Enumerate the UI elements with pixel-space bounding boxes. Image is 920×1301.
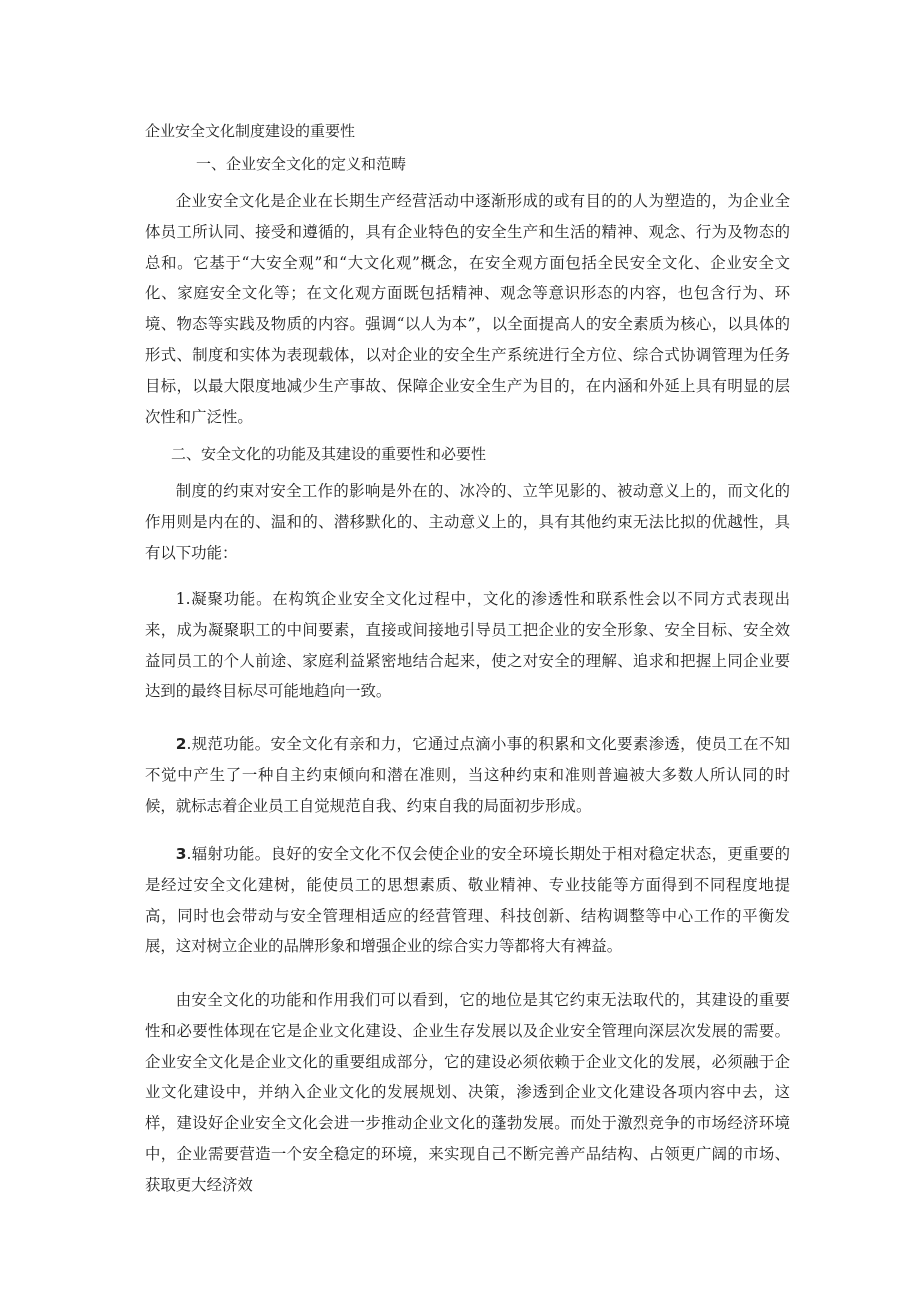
item-number: 2 (175, 735, 187, 753)
document-title: 企业安全文化制度建设的重要性 (145, 122, 356, 140)
paragraph-conclusion: 由安全文化的功能和作用我们可以看到，它的地位是其它约束无法取代的，其建设的重要性和必要性体现在它是企业文化建设、企业生存发展以及企业安全管理向深层次发展的需要。企业安全文化是企业文化的重要组成部分，它的建设必须依赖于企业文化的发展，必须融于企业文化建设中，并纳入企业文化的发展规划、决策，渗透到企业文化建设各项内容中去，这样，建设好企业安全文化会进一步推动企业文化的蓬勃发展。而处于激烈竞争的市场经济环境中，企业需要营造一个安全稳定的环境，来实现自己不断完善产品结构、占领更广阔的市场、获取更大经济效 (145, 991, 790, 1194)
item-text: .辐射功能。良好的安全文化不仅会使企业的安全环境长期处于相对稳定状态，更重要的是经过安全文化建树，能使员工的思想素质、敬业精神、专业技能等方面得到不同程度地提高，同时也会带动与安全管理相适应的经营管理、科技创新、结构调整等中心工作的平衡发展，这对树立企业的品牌形象和增强企业的综合实力等都将大有裨益。 (145, 845, 790, 956)
item-text: .规范功能。安全文化有亲和力，它通过点滴小事的积累和文化要素渗透，使员工在不知不觉中产生了一种自主约束倾向和潜在准则，当这种约束和准则普遍被大多数人所认同的时候，就标志着企业员工自觉规范自我、约束自我的局面初步形成。 (145, 735, 790, 815)
item-number: 3 (175, 845, 187, 863)
section-heading-functions: 二、安全文化的功能及其建设的重要性和必要性 (171, 445, 487, 463)
section-heading-definition: 一、企业安全文化的定义和范畴 (196, 155, 407, 173)
paragraph-cohesion-function: 1.凝聚功能。在构筑企业安全文化过程中，文化的渗透性和联系性会以不同方式表现出来，成为凝聚职工的中间要素，直接或间接地引导员工把企业的安全形象、安全目标、安全效益同员工的个人前途、家庭利益紧密地结合起来，使之对安全的理解、追求和把握上同企业要达到的最终目标尽可能地趋向一致。 (145, 590, 790, 701)
paragraph-definition: 企业安全文化是企业在长期生产经营活动中逐渐形成的或有目的的人为塑造的，为企业全体员工所认同、接受和遵循的，具有企业特色的安全生产和生活的精神、观念、行为及物态的总和。它基于“大安全观”和“大文化观”概念，在安全观方面包括全民安全文化、企业安全文化、家庭安全文化等；在文化观方面既包括精神、观念等意识形态的内容，也包含行为、环境、物态等实践及物质的内容。强调“以人为本”，以全面提高人的安全素质为核心，以具体的形式、制度和实体为表现载体，以对企业的安全生产系统进行全方位、综合式协调管理为任务目标，以最大限度地减少生产事故、保障企业安全生产为目的，在内涵和外延上具有明显的层次性和广泛性。 (145, 192, 790, 426)
paragraph-radiation-function (145, 839, 790, 962)
paragraph-functions-intro: 制度的约束对安全工作的影响是外在的、冰冷的、立竿见影的、被动意义上的，而文化的作用则是内在的、温和的、潜移默化的、主动意义上的，具有其他约束无法比拟的优越性，具有以下功能： (145, 482, 790, 562)
paragraph-regulation-function (145, 729, 790, 821)
